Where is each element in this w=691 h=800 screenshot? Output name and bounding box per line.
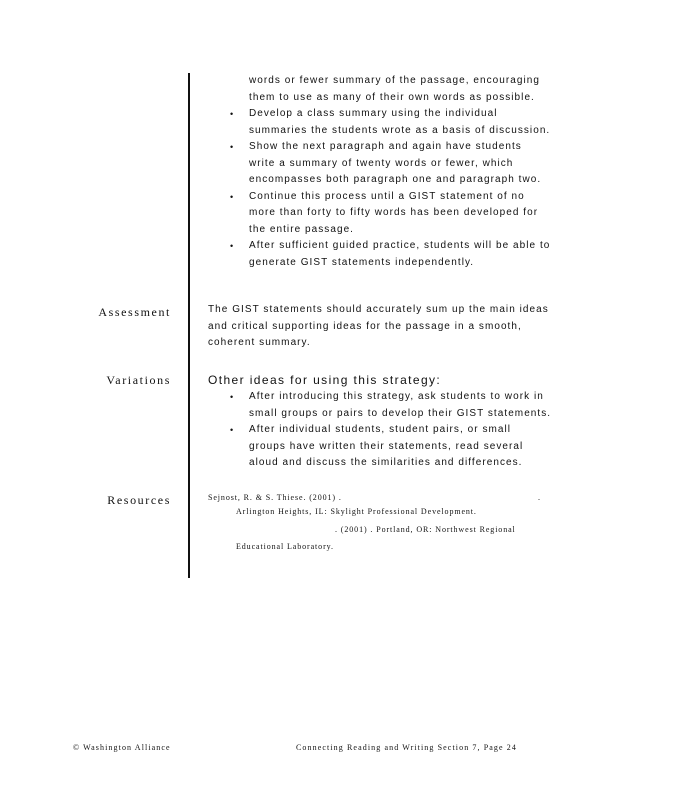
bullet-icon: • <box>230 241 235 251</box>
text-line: write a summary of twenty words or fewer, which <box>249 157 514 169</box>
reference-1-line-2: Arlington Heights, IL: Skylight Professional Development. <box>236 507 477 516</box>
text-line: more than forty to fifty words has been developed for <box>249 207 539 218</box>
assessment-label: Assessment <box>98 305 171 319</box>
text-line: encompasses both paragraph one and paragraph two. <box>249 174 542 185</box>
continued-bullet-text <box>249 73 569 106</box>
text-line: small groups or pairs to develop their GIST statements. <box>249 407 552 419</box>
bullet-icon: • <box>230 191 235 202</box>
variations-bullet-list <box>230 389 569 472</box>
list-item <box>230 106 569 139</box>
column-divider <box>188 73 190 578</box>
reference-1-line-1: Sejnost, R. & S. Thiese. (2001) . <box>208 493 342 502</box>
text-line: After introducing this strategy, ask students to work in <box>249 391 544 402</box>
text-line: them to use as many of their own words as possible. <box>249 91 535 103</box>
text-line: summaries the students wrote as a basis of discussion. <box>249 124 551 136</box>
bullet-icon: • <box>230 425 235 435</box>
text-line: generate GIST statements independently. <box>249 256 475 268</box>
variations-label: Variations <box>106 373 171 387</box>
text-line: and critical supporting ideas for the passage in a smooth, <box>208 320 522 332</box>
list-item <box>230 139 569 189</box>
text-line: coherent summary. <box>208 337 311 348</box>
text-line: Show the next paragraph and again have students <box>249 141 522 152</box>
text-line: Continue this process until a GIST statement of no <box>249 190 525 202</box>
bullet-icon: • <box>230 109 235 119</box>
text-line: groups have written their statements, read several <box>249 440 524 452</box>
reference-1-trailing-period: . <box>538 493 541 502</box>
list-item <box>230 238 569 271</box>
list-item <box>230 422 569 472</box>
text-line: the entire passage. <box>249 223 355 235</box>
bullet-icon: • <box>230 392 235 402</box>
reference-2-line-1: . (2001) . Portland, OR: Northwest Regional <box>335 525 516 534</box>
list-item <box>230 389 569 422</box>
text-line: After sufficient guided practice, students will be able to <box>249 240 551 251</box>
variations-heading: Other ideas for using this strategy: <box>208 373 442 387</box>
footer-page-info: Connecting Reading and Writing Section 7, Page 24 <box>296 743 517 752</box>
bullet-icon: • <box>230 142 235 152</box>
procedure-bullet-list <box>230 106 569 271</box>
text-line: aloud and discuss the similarities and differences. <box>249 457 523 468</box>
text-line: words or fewer summary of the passage, encouraging <box>249 75 540 86</box>
text-line: The GIST statements should accurately sum up the main ideas <box>208 304 549 315</box>
resources-label: Resources <box>107 493 171 507</box>
list-item <box>230 189 569 239</box>
assessment-text <box>208 302 558 352</box>
text-line: After individual students, student pairs, or small <box>249 424 512 435</box>
text-line: Develop a class summary using the individual <box>249 108 498 119</box>
footer-copyright: © Washington Alliance <box>73 743 171 752</box>
reference-2-line-2: Educational Laboratory. <box>236 542 334 551</box>
